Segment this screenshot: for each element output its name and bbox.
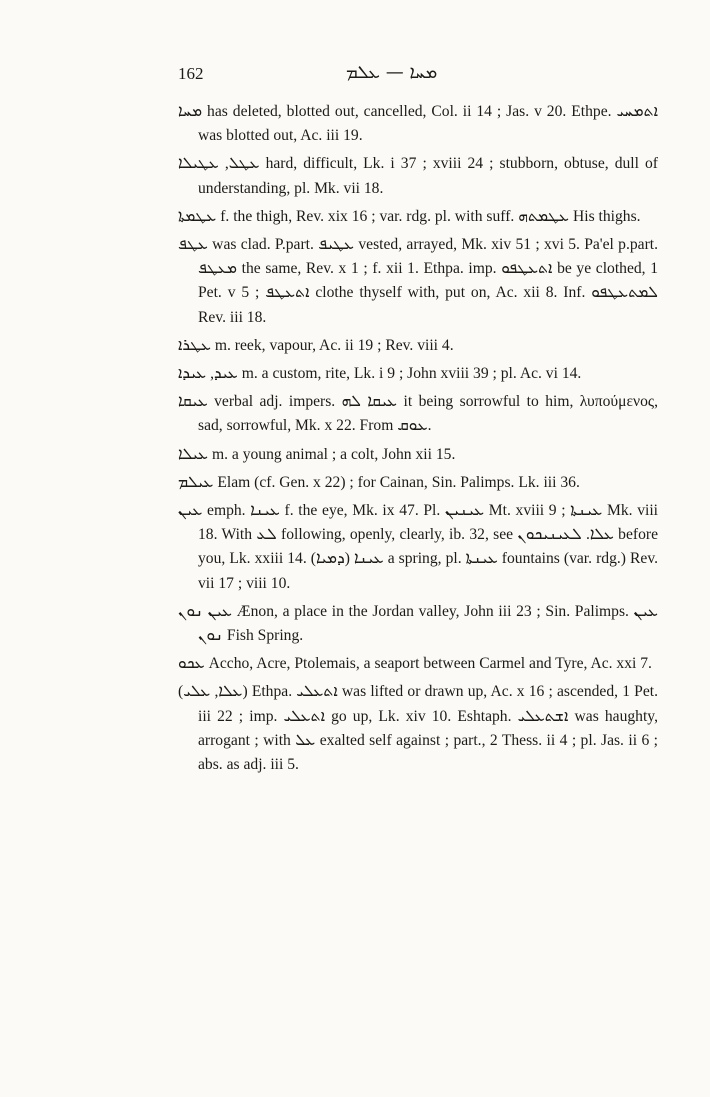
dictionary-entry: ܥܝܢ ܢܘܢ Ænon, a place in the Jordan valley, John iii 23 ; Sin. Palimps. ܥܝܢ ܢܘܢ Fish Spring. [178,602,658,645]
dictionary-entry: ܥܛܡܬܐ f. the thigh, Rev. xix 16 ; var. rdg. pl. with suff. ܥܛܡܬܗ His thighs. [178,207,641,225]
dictionary-entry: ܥܟܘ Accho, Acre, Ptolemais, a seaport between Carmel and Tyre, Ac. xxi 7. [178,655,652,673]
page-number: 162 [178,64,204,83]
dictionary-entry: ܥܝܢ emph. ܥܝܢܐ f. the eye, Mk. ix 47. Pl. ܥܝܢܝܢ Mt. xviii 9 ; ܥܝܢܬܐ Mk. viii 18. With ܠܥ following, openly, clearly, ib. 32, see ܥܠܐ. ܠܥܝܢܝܟܘܢ before you, Lk. xxiii 14. ܥܝܢܐ (ܕܡܝܐ) a spring, pl. ܥܝܢܬܐ fountains (var. rdg.) Rev. vii 17 ; viii 10. [178,502,659,592]
dictionary-entry: ܡܚܐ has deleted, blotted out, cancelled, Col. ii 14 ; Jas. v 20. Ethpe. ܐܬܡܚܝ was blotted out, Ac. iii 19. [178,103,658,145]
dictionary-entry: ܥܛܪܐ m. reek, vapour, Ac. ii 19 ; Rev. viii 4. [178,336,454,354]
dictionary-entry: ܥܝܠܐ m. a young animal ; a colt, John xii 15. [178,445,456,463]
dictionary-entry: ܥܛܠ, ܥܛܝܠܐ hard, difficult, Lk. i 37 ; xviii 24 ; stubborn, obtuse, dull of understanding, pl. Mk. vii 18. [178,155,658,197]
dictionary-entry: ܥܛܦ was clad. P.part. ܥܛܝܦ vested, arrayed, Mk. xiv 51 ; xvi 5. Pa'el p.part. ܡܥܛܦ the same, Rev. x 1 ; f. xii 1. Ethpa. imp. ܐܬܥܛܦܘ be ye clothed, 1 Pet. v 5 ; ܐܬܥܛܦ clothe thyself with, put on, Ac. xii 8. Inf. ܠܡܬܥܛܦܘ Rev. iii 18. [178,236,659,326]
running-head: ܡܚܐ — ܥܠܡ [346,62,438,83]
dictionary-entry: (ܥܠܐ, ܥܠܝ) Ethpa. ܐܬܥܠܝ was lifted or drawn up, Ac. x 16 ; ascended, 1 Pet. iii 22 ; imp. ܐܬܥܠܝ go up, Lk. xiv 10. Eshtaph. ܐܫܬܥܠܝ was haughty, arrogant ; with ܥܠ exalted self against ; part., 2 Thess. ii 4 ; pl. Jas. ii 6 ; abs. as adj. iii 5. [178,683,658,774]
dictionary-entry: ܥܝܕ, ܥܝܕܐ m. a custom, rite, Lk. i 9 ; John xviii 39 ; pl. Ac. vi 14. [178,365,582,383]
entry-list [178,100,658,781]
dictionary-entry: ܥܝܩܐ verbal adj. impers. ܥܝܩܐ ܠܗ it being sorrowful to him, λυπούμενος, sad, sorrowful, Mk. x 22. From ܥܘܩ. [178,393,658,435]
dictionary-entry: ܥܝܠܡ Elam (cf. Gen. x 22) ; for Cainan, Sin. Palimps. Lk. iii 36. [178,473,580,491]
page-header [178,62,658,88]
